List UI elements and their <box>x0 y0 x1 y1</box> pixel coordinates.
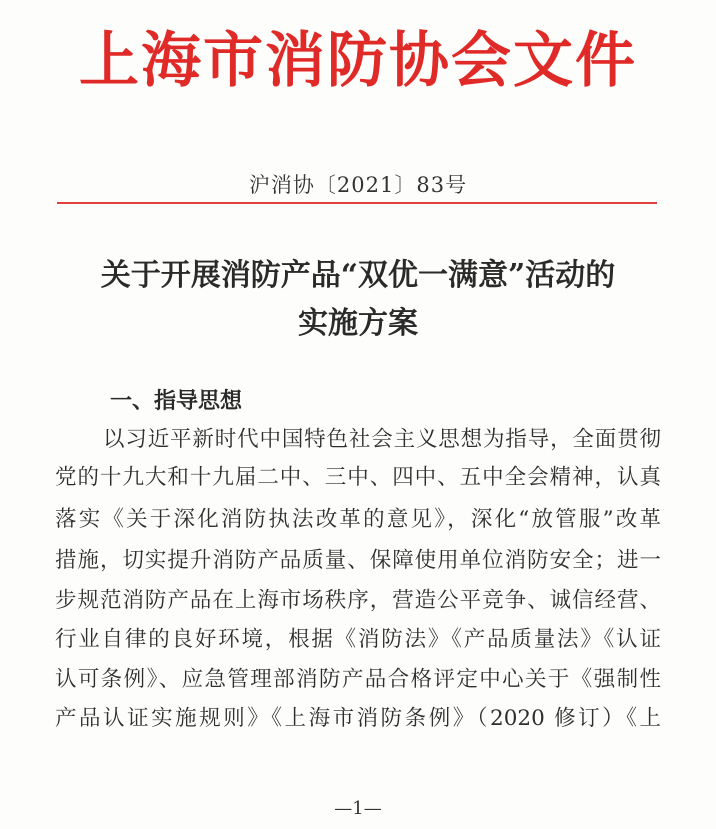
page-number: —1— <box>334 798 382 819</box>
body-line: 党的十九大和十九届二中、三中、四中、五中全会精神，认真 <box>55 465 661 490</box>
body-line: 认可条例》、应急管理部消防产品合格评定中心关于《强制性 <box>55 667 661 692</box>
document-title-line-2: 实施方案 <box>298 306 418 341</box>
body-line: 步规范消防产品在上海市场秩序，营造公平竞争、诚信经营、 <box>55 588 661 613</box>
body-line: 以习近平新时代中国特色社会主义思想为指导，全面贯彻 <box>103 427 661 452</box>
organization-title: 上海市消防协会文件 <box>79 26 637 96</box>
body-line: 落实《关于深化消防执法改革的意见》，深化“放管服”改革 <box>55 507 661 532</box>
body-line: 行业自律的良好环境，根据《消防法》《产品质量法》《认证 <box>55 627 661 652</box>
section-heading: 一、指导思想 <box>110 388 243 414</box>
body-line: 措施，切实提升消防产品质量、保障使用单位消防安全；进一 <box>55 548 661 573</box>
document-number: 沪消协〔2021〕83号 <box>248 173 468 197</box>
red-divider <box>57 202 657 204</box>
document-title-line-1: 关于开展消防产品“双优一满意”活动的 <box>100 258 616 293</box>
body-line: 产品认证实施规则》《上海市消防条例》（2020 修订）《上 <box>55 706 661 731</box>
